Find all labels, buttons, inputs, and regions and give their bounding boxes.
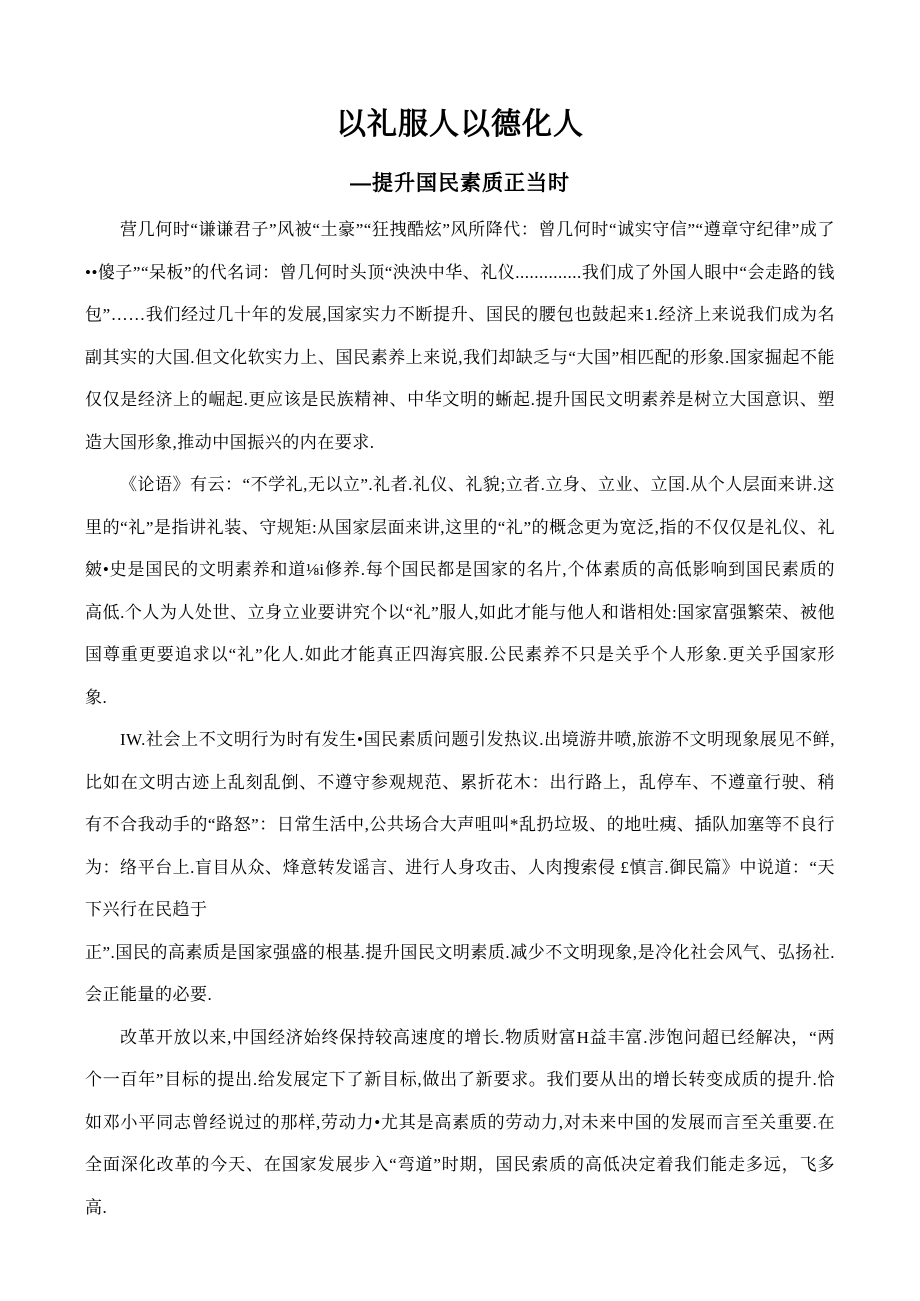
paragraph-2: 《论语》有云：“不学礼,无以立”.礼者.礼仪、礼貌;立者.立身、立业、立国.从个人层面来讲.这里的“礼”是指讲礼装、守规矩:从国家层面来讲,这里的“礼”的概念更为宽泛,指的不仅仅是礼仪、礼皴•史是国民的文明素养和道⅛i修养.每个国民都是国家的名片,个体素质的高低影响到国民素质的高低.个人为人处世、立身立业要讲究个以“礼”服人,如此才能与他人和谐相处:国家富强繁荣、被他国尊重更要追求以“礼”化人.如此才能真正四海宾服.公民素养不只是关乎个人形象.更关乎国家形象. [85,475,835,707]
paragraph-5: 改革开放以来,中国经济始终保持较高速度的增长.物质财富H益丰富.涉饱问超已经解决，“两个一百年”目标的提出.给发展定下了新目标,做出了新要求。我们要从出的增长转变成质的提升.恰如邓小平同志曾经说过的那样,劳动力•尤其是高素质的劳动力,对未来中国的发展而言至关重要.在全面深化改革的今天、在国家发展步入“弯道”时期，国民索质的高低决定着我们能走多远，飞多高. [85,1027,835,1217]
paragraph-3: IW.社会上不文明行为时有发生•国民素质问题引发热议.出境游井喷,旅游不文明现象展见不鲜,比如在文明古迹上乱刻乱倒、不遵守参观规范、累折花木：出行路上，乱停车、不遵童行驶、稍有不合我动手的“路怒”：日常生活中,公共场合大声咀叫*乱扔垃圾、的地吐痍、插队加塞等不良行为：络平台上.盲目从众、烽意转发谣言、进行人身攻击、人肉搜索侵 £慎言.御民篇》中说道：“天下兴行在民趋于 [85,730,835,920]
document-title: 以礼服人以德化人 [336,108,584,141]
paragraph-1: 营几何时“谦谦君子”风被“土豪”“狂拽酷炫”风所降代：曾几何时“诚实守信”“遵章守纪律”成了••傻子”“呆板”的代名词：曾几何时头顶“泱泱中华、礼仪..............我们成了外国人眼中“会走路的钱包”……我们经过几十年的发展,国家实力不断提升、国民的腰包也鼓起来1.经济上来说我们成为名副其实的大国.但文化软实力上、国民素养上来说,我们却缺乏与“大国”相匹配的形象.国家掘起不能仅仅是经济上的崛起.更应该是民族精神、中华文明的蜥起.提升国民文明素养是树立大国意识、塑造大国形象,推动中国振兴的内在要求. [85,220,835,452]
document-subtitle: —提升国民素质正当时 [350,172,570,195]
paragraph-4: 正”.国民的高素质是国家强盛的根基.提升国民文明素质.减少不文明现象,是冷化社会风气、弘扬社.会正能量的必要. [85,942,835,1005]
